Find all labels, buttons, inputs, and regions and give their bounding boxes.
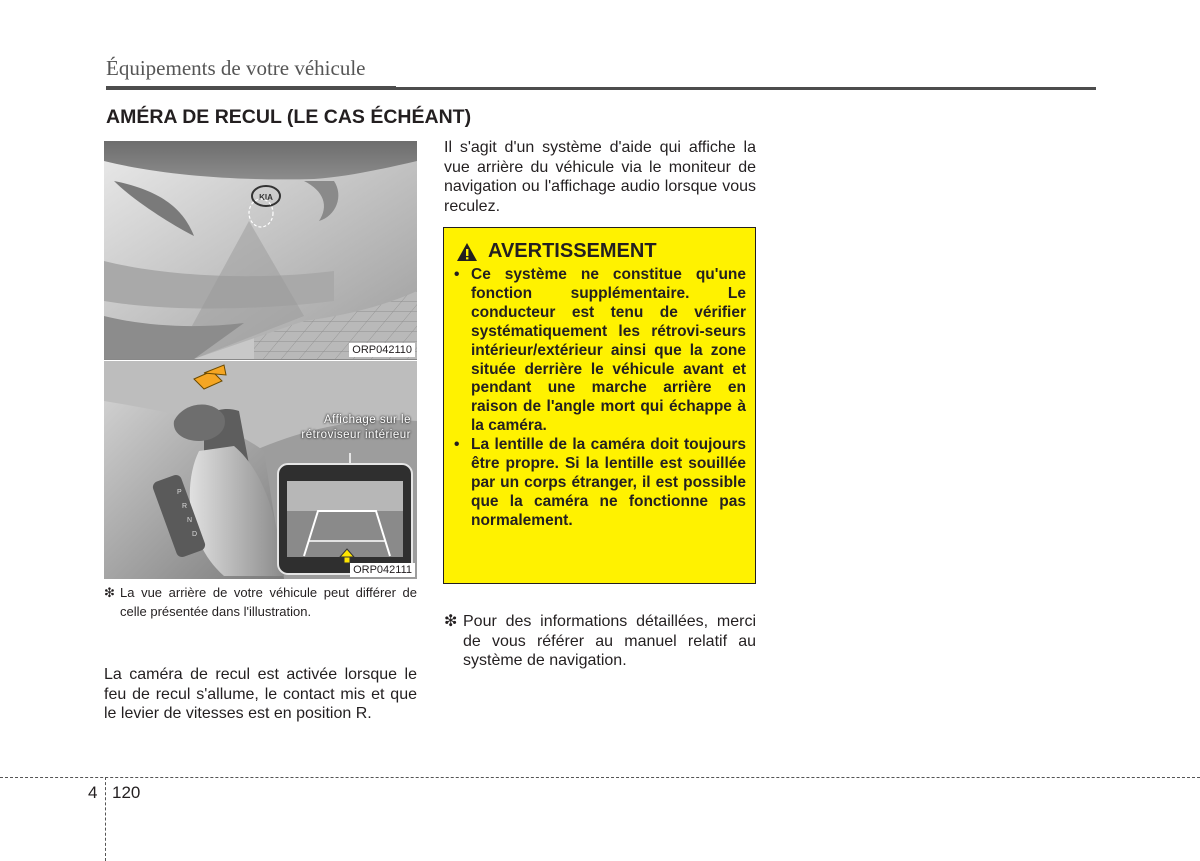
gear-shift-drawing [104, 361, 417, 579]
illustration-note-text: La vue arrière de votre véhicule peut différer de celle présentée dans l'illustration. [120, 585, 417, 619]
header-rule-accent [106, 86, 396, 90]
warning-item-text: La lentille de la caméra doit toujours être propre. Si la lentille est souillée par un corps étranger, il est possible que la caméra ne fonctionne pas normalement. [471, 436, 746, 529]
navigation-note-text: Pour des informations détaillées, merci de vous référer au manuel relatif au système de navigation. [463, 613, 756, 669]
note-symbol: ❇ [104, 585, 115, 600]
warning-title [456, 240, 657, 263]
mirror-display-label-line1: Affichage sur le [323, 414, 411, 426]
warning-title-text: AVERTISSEMENT [488, 240, 657, 262]
note-symbol: ❇ [444, 613, 458, 630]
warning-box [443, 227, 756, 584]
mirror-display-label-line2: rétroviseur intérieur [301, 429, 411, 441]
svg-text:P: P [177, 489, 182, 496]
footer-divider [0, 777, 1200, 778]
svg-text:N: N [187, 517, 193, 524]
figure-code: ORP042111 [350, 563, 415, 577]
mirror-display-label [301, 413, 411, 443]
svg-text:KIA: KIA [259, 193, 273, 202]
navigation-note [444, 612, 756, 671]
warning-item [454, 436, 746, 531]
warning-item [454, 266, 746, 436]
warning-bullet: • [454, 266, 460, 283]
gear-shift-illustration [104, 361, 417, 579]
figure-code: ORP042110 [349, 343, 415, 357]
svg-text:D: D [192, 531, 198, 538]
page-number: 120 [112, 783, 141, 802]
warning-list [454, 266, 746, 531]
activation-paragraph: La caméra de recul est activée lorsque le feu de recul s'allume, le contact mis et que le levier de vitesses est en position R. [104, 666, 417, 722]
intro-paragraph: Il s'agit d'un système d'aide qui affiche la vue arrière du véhicule via le moniteur de navigation ou l'affichage audio lorsque vous reculez. [444, 139, 756, 215]
warning-bullet: • [454, 436, 460, 454]
car-rear-drawing [104, 141, 417, 359]
warning-triangle-icon [456, 242, 478, 262]
rear-camera-illustration [104, 141, 417, 360]
illustration-note [104, 584, 417, 621]
chapter-number: 4 [88, 783, 98, 802]
header-title: Équipements de votre véhicule [106, 56, 366, 80]
svg-text:R: R [182, 503, 188, 510]
footer-vertical-divider [105, 777, 106, 861]
warning-item-text: Ce système ne constitue qu'une fonction supplémentaire. Le conducteur est tenu de vérifier systématiquement les rétrovi-seurs intérieur/extérieur ainsi que la zone située derrière le véhicule avant et pendant une marche arrière en raison de l'angle mort qui échappe à la caméra. [471, 266, 746, 435]
section-heading: AMÉRA DE RECUL (LE CAS ÉCHÉANT) [106, 106, 472, 128]
